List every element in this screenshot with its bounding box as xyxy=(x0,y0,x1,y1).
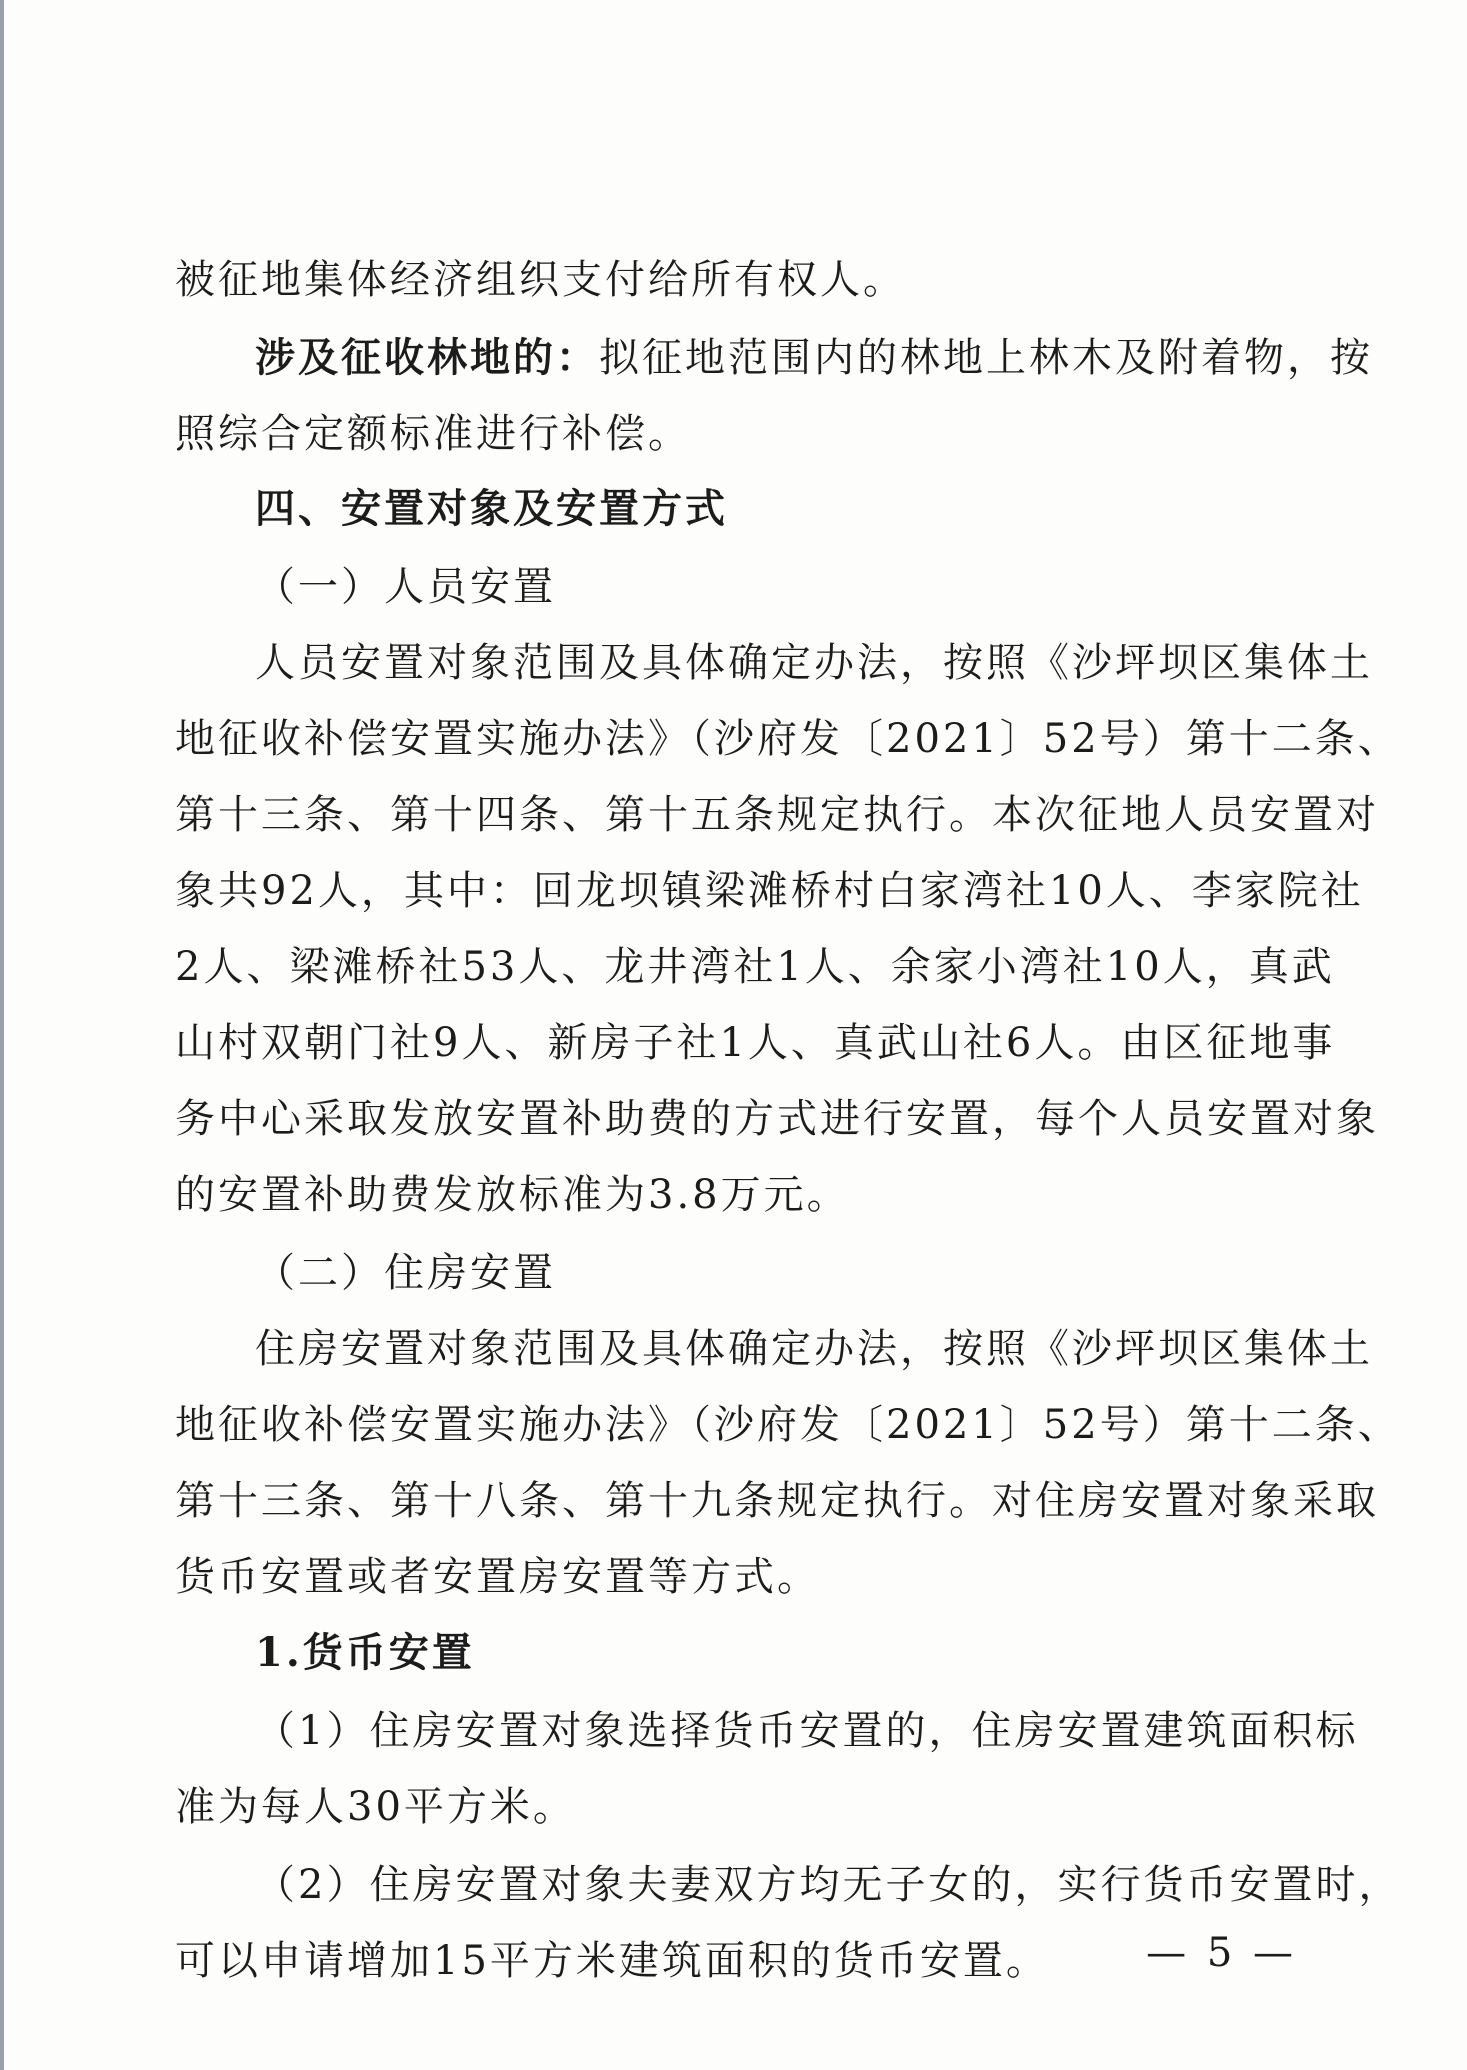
text-line-21: （1）住房安置对象选择货币安置的，住房安置建筑面积标 xyxy=(255,1708,1359,1754)
text-line-19: 货币安置或者安置房安置等方式。 xyxy=(175,1554,820,1600)
subsection-heading-personnel: （一）人员安置 xyxy=(255,564,556,610)
text-line-7: 人员安置对象范围及具体确定办法，按照《沙坪坝区集体土 xyxy=(255,640,1373,686)
text-line-22: 准为每人30平方米。 xyxy=(175,1784,576,1830)
text-line-8: 地征收补偿安置实施办法》（沙府发〔2021〕52号）第十二条、 xyxy=(175,716,1401,762)
text-line-17: 地征收补偿安置实施办法》（沙府发〔2021〕52号）第十二条、 xyxy=(175,1402,1401,1448)
text-line-24: 可以申请增加15平方米建筑面积的货币安置。 xyxy=(175,1938,1049,1984)
text-line-11: 2人、梁滩桥社53人、龙井湾社1人、余家小湾社10人，真武 xyxy=(175,944,1335,990)
text-line-23: （2）住房安置对象夫妻双方均无子女的，实行货币安置时， xyxy=(255,1862,1402,1908)
forest-land-heading: 涉及征收林地的： xyxy=(255,334,599,381)
text-line-16: 住房安置对象范围及具体确定办法，按照《沙坪坝区集体土 xyxy=(255,1326,1373,1372)
text-line-18: 第十三条、第十八条、第十九条规定执行。对住房安置对象采取 xyxy=(175,1478,1379,1524)
text-line-2 xyxy=(255,330,1373,386)
text-line-10: 象共92人，其中：回龙坝镇梁滩桥村白家湾社10人、李家院社 xyxy=(175,868,1364,914)
scan-edge xyxy=(0,0,4,2070)
forest-land-text: 拟征地范围内的林地上林木及附着物，按 xyxy=(599,335,1373,381)
text-line-9: 第十三条、第十四条、第十五条规定执行。本次征地人员安置对 xyxy=(175,792,1379,838)
text-line-3: 照综合定额标准进行补偿。 xyxy=(175,411,691,457)
text-line-13: 务中心采取发放安置补助费的方式进行安置，每个人员安置对象 xyxy=(175,1096,1379,1142)
text-line-12: 山村双朝门社9人、新房子社1人、真武山社6人。由区征地事 xyxy=(175,1020,1336,1066)
text-line-14: 的安置补助费发放标准为3.8万元。 xyxy=(175,1172,850,1218)
item-heading-monetary: 1.货币安置 xyxy=(255,1629,475,1676)
page-number: — 5 — xyxy=(1146,1930,1297,1976)
subsection-heading-housing: （二）住房安置 xyxy=(255,1250,556,1296)
text-line-1: 被征地集体经济组织支付给所有权人。 xyxy=(175,257,906,303)
section-heading-4: 四、安置对象及安置方式 xyxy=(255,485,728,532)
